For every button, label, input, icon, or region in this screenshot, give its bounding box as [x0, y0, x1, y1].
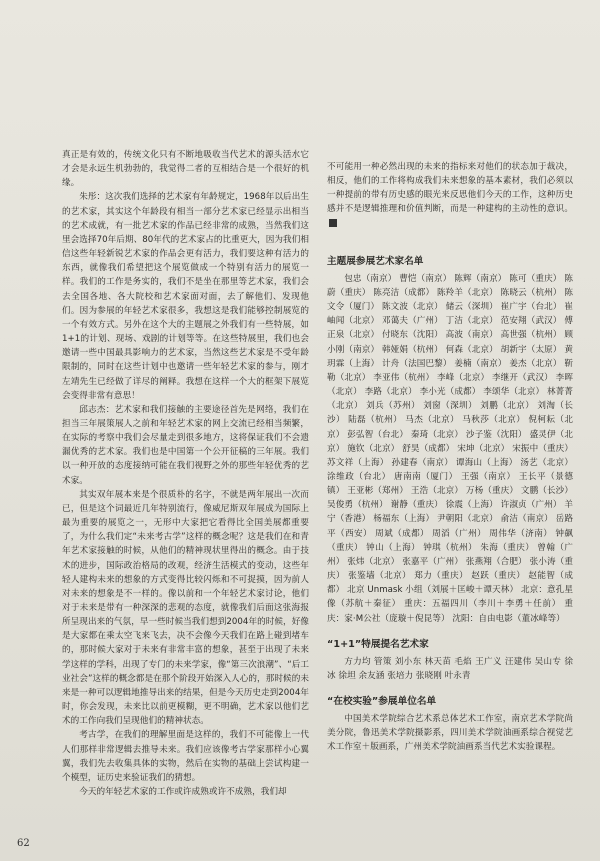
continuation-paragraph: [327, 160, 573, 231]
section-heading-school-experiment: “在校实验”参展单位名单: [327, 696, 437, 707]
body-paragraph-5: 考古学，在我们的理解里面是这样的，我们不可能像上一代人们那样非常逻辑去推导未来。我们应该像考古学家那样小心翼翼，我们先去收集具体的实物，然后在实物的基础上尝试构建一个模型，证历史来验证我们的猜想。: [62, 730, 309, 783]
body-paragraph-6: 今天的年轻艺术家的工作或许成熟或许不成熟，我们却: [79, 787, 287, 798]
body-paragraph-4: 其实双年展本来是个很质朴的名字，不就是两年展出一次而已，但是这个词最近几年特别流行，像威尼斯双年展成为国际上最为重要的展览之一，无形中大家把它看得比全国美展都重要了，为什么我们定“未来考古学”这样的概念呢？这是我们在和青年艺术家接触的时候，从他们的精神现状里得出的概念。由于技术的进步，国际政治格局的改观，经济生活模式的变动，这些年轻人建构未来的想象的方式变得比较闪烁和不可捉摸，因为前人对未来的想象是不一样的。像以前和一个年轻艺术家讨论，他们对于未来是带有一种深深的悲观的态度，就像我们后面这张海报所呈现出来的气氛，早一些时候当我们想到2004年的时候，好像是大家都在乘太空飞来飞去，决不会像今天我们在路上碰到堵车的，那时候大家对于未来有非常丰富的想象，甚至于出现了未来学这样的学科，出现了专门的未来学家，像“第三次浪潮”、“后工业社会”这样的概念都是在那个阶段开始深入人心的，那时候的未来是一种可以逻辑地推导出来的结果，但是今天历史走到2004年时，你会发现，未来比以前更模糊，更不明确，艺术家以他们艺术的工作向我们呈现他们的精神状态。: [62, 489, 309, 727]
body-paragraph-1: 真正是有效的，传统文化只有不断地吸收当代艺术的源头活水它才会是永远生机勃勃的，我觉得二者的互相结合是一个很好的机缘。: [62, 150, 309, 189]
special-exhibition-artist-list: 方力均 管策 刘小东 林天苗 毛焰 王广义 汪建伟 吴山专 徐冰 徐坦 余友涵 张培力 张晓刚 叶永青: [327, 656, 573, 681]
school-experiment-unit-list: 中国美术学院综合艺术系总体艺术工作室，南京艺术学院尚美分院，鲁迅美术学院摄影系，四川美术学院油画系综合视觉艺术工作室＋版画系，广州美术学院油画系当代艺术实验课程。: [327, 714, 573, 753]
right-column: [327, 160, 573, 754]
end-of-article-mark: [329, 219, 337, 227]
section-heading-main-exhibition: 主题展参展艺术家名单: [327, 255, 424, 267]
left-column: [62, 148, 309, 799]
body-paragraph-3: 邱志杰：艺术家和我们接触的主要途径首先是网络，我们在担当三年展策展人之前和年轻艺术家的网上交流已经相当频繁，在实际的考察中我们会尽量走到很多地方，这将保证我们不会遗漏优秀的艺术家。我们也是中国第一个公开征稿的三年展。我们以一种开放的态度接纳可能在我们视野之外的那些年轻优秀的艺术家。: [62, 404, 309, 486]
main-exhibition-artist-list: 包忠（南京） 曹恺（南京） 陈辉（南京） 陈可（重庆） 陈蔚（重庆） 陈亮洁（成都） 陈羚羊（北京） 陈晓云（杭州） 陈文令（厦门） 陈文波（北京） 储云（深圳） 崔广宇（台北） 崔岫闻（北京） 邓蔼夫（广州） 丁洁（北京） 范安翔（武汉） 傅正泉（北京） 付晓东（沈阳） 高波（南京） 高世强（杭州） 顾小刚（南京） 韩娅娟（杭州） 何森（北京） 胡新宇（太原） 黄玥霖（上海） 计舟（法国巴黎） 姜楠（南京） 姜杰（北京） 靳勒（北京） 李亚伟（杭州） 李峰（北京） 李继开（武汉） 李晖（北京） 李路（北京） 李小光（成都） 李颂华（北京） 林菁菁（北京） 刘兵（苏州） 刘窗（深圳） 刘鹏（北京） 刘淘（长沙） 陆磊（杭州） 马杰（北京） 马秋莎（北京） 倪柯耘（北京） 彭弘智（台北） 秦琦（北京） 沙子鉴（沈阳） 盛灵伊（北京） 施钦（北京） 舒昊（成都） 宋坤（北京） 宋振中（重庆） 苏文祥（上海） 孙建春（南京） 谭海山（上海） 汤艺（北京） 涂维政（台北） 唐南南（厦门） 王强（南京） 王长平（景德镇） 王亚彬（郑州） 王浩（北京） 万杨（重庆） 文鹏（长沙） 吴俊勇（杭州） 谢静（重庆） 徐震（上海） 许淑贞（广州） 羊宁（香港） 杨福东（上海） 尹朝阳（北京） 俞洁（南京） 岳路平（西安） 周斌（成都） 周滔（广州） 周伟华（济南） 钟飙（重庆） 钟山（上海） 钟琪（杭州） 朱海（重庆） 曾翰（广州） 张炜（北京） 张嘉平（广州） 张燕翔（合肥） 张小涛（重庆） 张鉴墙（北京） 郑力（重庆） 赵跃（重庆） 赵能智（成都） 北京 Unmask 小组（刘展＋匡峻＋谭天林） 北京：意孔星像（苏航＋秦征） 重庆：五福四川（李川＋李勇＋任前） 重庆：家·M公社（庞璇＋倪昆等） 沈阳：自由电影（董冰峰等）: [327, 273, 573, 624]
page-number: 62: [17, 838, 30, 849]
body-paragraph-2: 朱彤：这次我们选择的艺术家有年龄规定，1968年以后出生的艺术家，其实这个年龄段有相当一部分艺术家已经显示出相当的艺术成就，有一批艺术家的作品已经非常的成熟，当然我们这里会选择70年后期、80年代的艺术家占的比重更大，因为我们相信这些年轻新锐艺术家的作品会更有活力，我们要这种有活力的东西，就像我们希望把这个展览做成一个特别有活力的展览一样。我们的工作是务实的，我们不是坐在那里等艺术家，我们会去全国各地、各大院校和艺术家面对面，去了解他们、发现他们。因为参展的年轻艺术家很多，我想这是我们能够控制展览的一个有效方式。另外在这个大的主题展之外我们有一些特展，如1+1的计划、现场、戏剧的计划等等。在这些特展里，我们也会邀请一些中国最具影响力的艺术家，当然这些艺术家是不受年龄限制的，同时在这些计划中也邀请一些年轻艺术家的参与，刚才左靖先生已经做了详尽的阐释。我想在这样一个大的框架下展览会变得非常有意思！: [62, 192, 309, 401]
continuation-text: 不可能用一种必然出现的未来的指标来对他们的状态加于裁决，相反，他们的工作将构成我们未来想象的基本素材，我们必须以一种提前的带有历史感的眼光来反思他们今天的工作，这种历史感并不是逻辑推理和价值判断，而是一种建构的主动性的意识。: [327, 162, 573, 215]
section-heading-special-exhibition: “1+1”特展提名艺术家: [327, 638, 429, 650]
